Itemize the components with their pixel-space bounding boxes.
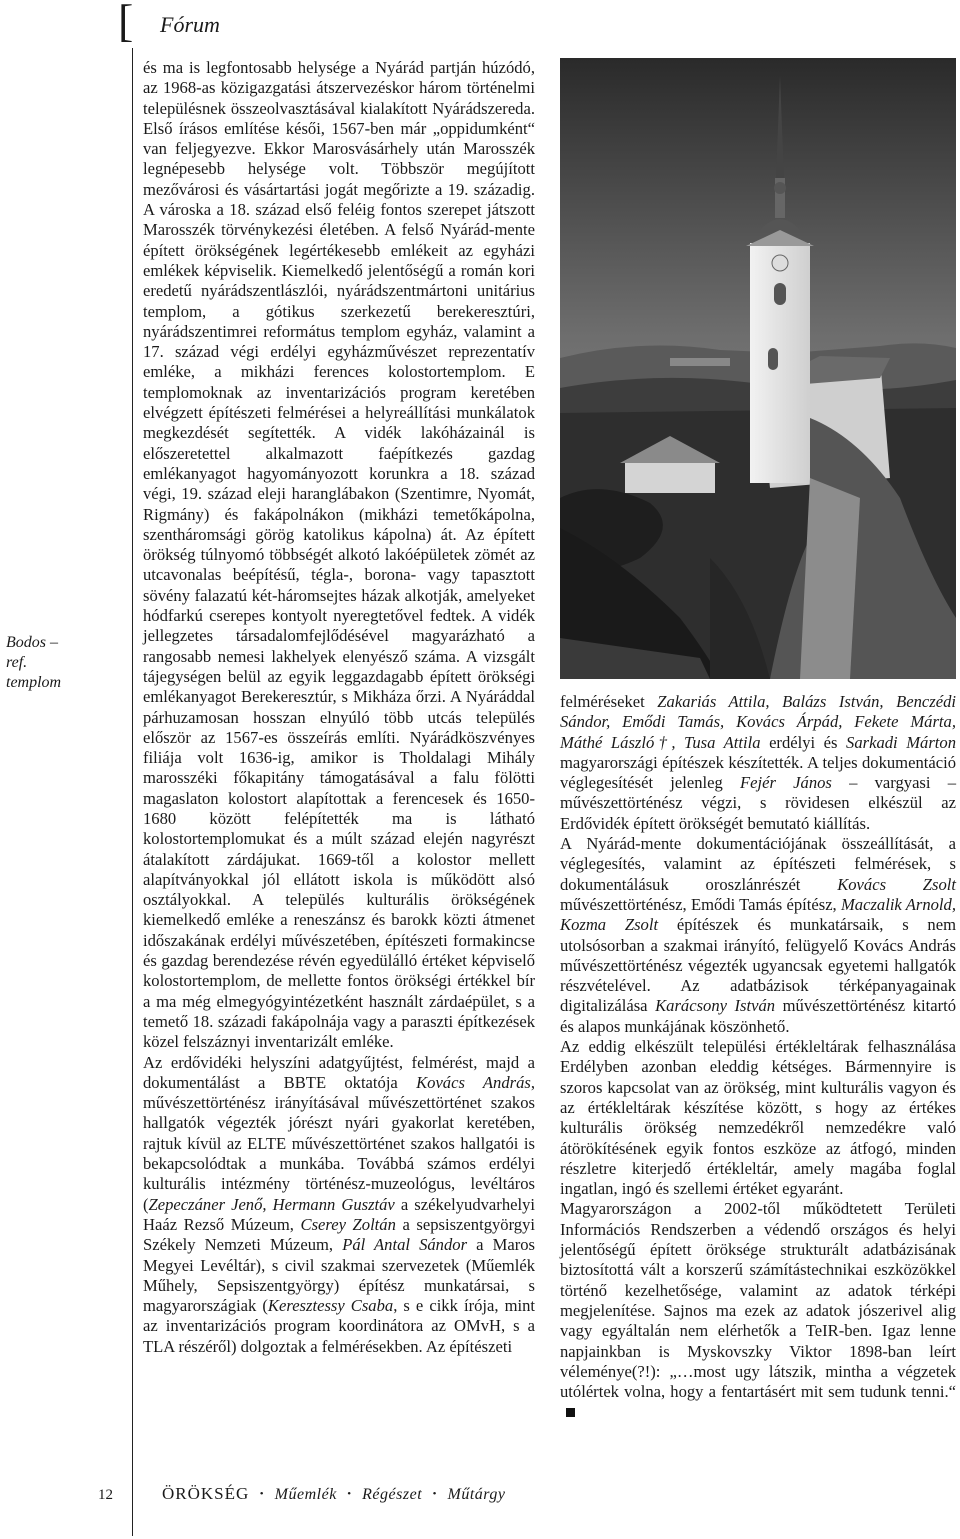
paragraph-last: Magyarországon a 2002-től működtetett Területi Információs Rendszerben a védendő országos és helyi jelentőségű épített öröksége strukturált adatbázisának biztosítottá vált a korszerű számítástechnikai eszközökkel történő kezelhetősége, valamint az adatok térképi megjelenítése. Sajnos ma ezek az adatok jószerivel alig vagy egyáltalán nem elérhetők a TeIR-ben. Igaz lenne napjainkban is Myskovszky Viktor 1898-ban leírt véleménye(?!): „…most ugy látszik, mintha a végzetek utólértek volna, hogy a fentartásért mit sem tudunk tenni.“ bbox=[560, 1199, 956, 1422]
section-bracket: [ bbox=[118, 0, 134, 46]
masthead-section-3: Műtárgy bbox=[447, 1486, 506, 1503]
masthead-section-2: Régészet bbox=[362, 1486, 423, 1503]
church-photo bbox=[560, 58, 956, 679]
caption-line-1: Bodos – bbox=[6, 634, 58, 651]
paragraph: felméréseket Zakariás Attila, Balázs István, Benczédi Sándor, Emődi Tamás, Kovács Árpád, Fekete Márta, Máthé László†, Tusa Attila erdélyi és Sarkadi Márton magyarországi építészek készítették. A teljes dokumentáció véglegesítését jelenleg Fejér János – vargyasi – művészettörténész végzi, s rövidesen elkészül az Erdővidék épített örökségét bemutató kiállítás. bbox=[560, 692, 957, 833]
masthead-title: ÖRÖKSÉG bbox=[162, 1484, 250, 1503]
paragraph: Az eddig elkészült települési értékleltárak felhasználása Erdélyben azonban eleddig kétséges. Bármennyire is szoros kapcsolat van az örökség, mint kulturális vagyon és az értékleltárak készítése között, s hogy az értékes kulturális örökség nemzedékről nemzedékre való átörökítésének egyik fontos eszköze az átfogó, minden részletre kiterjedő értékleltár, amely magába foglal ingatlan, ingó és szellemi értéket egyaránt. bbox=[560, 1037, 956, 1199]
page-number: 12 bbox=[98, 1487, 113, 1503]
section-title: Fórum bbox=[160, 12, 220, 37]
paragraph: A Nyárád-mente dokumentációjának összeállítását, a véglegesítés, valamint az építészeti felmérések, s dokumentálásuk oroszlánrészét Kovács Zsolt művészettörténész, Emődi Tamás építész, Maczalik Arnold, Kozma Zsolt építészek és munkatársaik, s nem utolsósorban a szakmai irányító, felügyelő Kovács András művészettörténész végezték ugyancsak egyetemi hallgatók részvételével. Az adatbázisok térképanyagainak digitalizálása Karácsony István művészettörténész kitartó és alapos munkájának köszönhető. bbox=[560, 834, 957, 1036]
footer-masthead bbox=[162, 1484, 506, 1504]
church-image bbox=[560, 58, 956, 679]
end-mark bbox=[566, 1408, 575, 1417]
paragraph: és ma is legfontosabb helysége a Nyárád partján húzódó, az 1968-as közigazgatási átszervezéskor három történelmi településnek összeolvasztásával kialakított Nyárádszereda. Első írásos említése késői, 1567-ben már „oppidumként“ van feljegyezve. Ekkor Marosvásárhely után Marosszék legnépesebb helysége volt. Többször megújított mezővárosi és vásártartási jogát megőrizte a 19. századig. A városka a 18. század első feléig fontos szerepet játszott Marosszék törvénykezési életében. A felső Nyárád-mente épített örökségének legértékesebb emlékeit az egyházi emlékek képviselik. Kiemelkedő jelentőségű a román kori eredetű nyárádszentlászlói, nyárádszentmártoni unitárius templom, a gótikus szerkezetű berekeresztúri, nyárádszentimrei református templom egyház, valamint a 17. század végi erdélyi egyházművészet reprezentatív emléke, a mikházi ferences kolostortemplom. E templomoknak az inventarizációs program keretében elvégzett építészeti felmérései a helyreállítási munkálatok megkezdését segítették. A vidék lakóházainál is előszeretettel alkalmazott faépítkezés gazdag emlékanyagot hagyományozott korunkra a 18. század végi, 19. század eleji haranglábakon (Szentimre, Nyomát, Rigmány) és fakápolnákon (mikházi temetőkápolna, szentháromsági görög katolikus kápolna) át. Az épített örökség túlnyomó többségét alkotó lakóépületek zömét az utcavonalas beépítésű, tégla-, borona- vagy tapasztott sövény falazatú két-háromsejtes házak alkotják, amelyeket hódfarkú cserepes kontyolt nyeregtetővel fedtek. A vidék jellegzetes társadalomfejlődésével magyarázható a rangosabb nemesi lakhelyek elenyésző száma. A vizsgált tájegységen belül az egyik leggazdagabb épített örökségi emlékanyagot Berekeresztúr, s Mikháza őrzi. A Nyáráddal párhuzamosan hosszan elnyúló több utcás település először az 1567-es összeírás említi. Nyárádköszvényes filiája volt 1636-ig, amikor is Tholdalagi Mihály marosszéki főkapitány támogatásával a falu fölötti magaslaton kolostort alapítottak a ferencesek és 1650-1680 között felépítették ma is látható kolostortemplomukat és a múlt század elején nagyrészt átalakított zárdájukat. 1669-től a kolostor mellett alapítványokkal jól ellátott iskola is működött alsó osztályokkal. A település kulturális örökségének kiemelkedő emléke a reneszánsz és barokk közti átmenet időszakának erdélyi művészetében, építészeti formakincse és gazdag berendezése révén egyedülálló értéket képviselő kolostortemplom, de mellette fontos örökségi értékkel bír a ma még elmegyógyintézetként használt zárdaépület, s a temető 18. századi fakápolnája vagy a paraszti építkezések közel felszáznyi inventarizált emléke. bbox=[143, 58, 535, 1052]
separator: • bbox=[432, 1488, 437, 1500]
article-column-1 bbox=[143, 58, 535, 1357]
photo-caption bbox=[6, 633, 82, 693]
separator: • bbox=[259, 1488, 265, 1500]
masthead-section-1: Műemlék bbox=[274, 1486, 337, 1503]
article-column-2 bbox=[560, 692, 956, 1423]
paragraph: Az erdővidéki helyszíni adatgyűjtést, felmérést, majd a dokumentálást a BBTE oktatója Kovács András, művészettörténész irányításával művészettörténet szakos hallgatók végezték jórészt nyári gyakorlat keretében, rajtuk kívül az ELTE művészettörténet szakos hallgatói is bekapcsolódtak a munkába. Továbbá számos erdélyi kulturális intézmény történész-muzeológus, levéltáros (Zepeczáner Jenő, Hermann Gusztáv a székelyudvarhelyi Haáz Rezső Múzeum, Cserey Zoltán a sepsiszentgyörgyi Székely Nemzeti Múzeum, Pál Antal Sándor a Maros Megyei Levéltár), s civil szakmai szervezetek (Műemlék Műhely, Sepsiszentgyörgy) építész munkatársai, s magyarországiak (Keresztessy Csaba, s e cikk írója, mint az inventarizációs program koordinátora az OMvH, s a TLA részéről) dolgoztak a felmérésekben. Az építészeti bbox=[143, 1052, 536, 1356]
caption-line-2: ref. templom bbox=[6, 654, 62, 691]
column-divider bbox=[132, 48, 133, 1536]
separator: • bbox=[347, 1488, 352, 1500]
